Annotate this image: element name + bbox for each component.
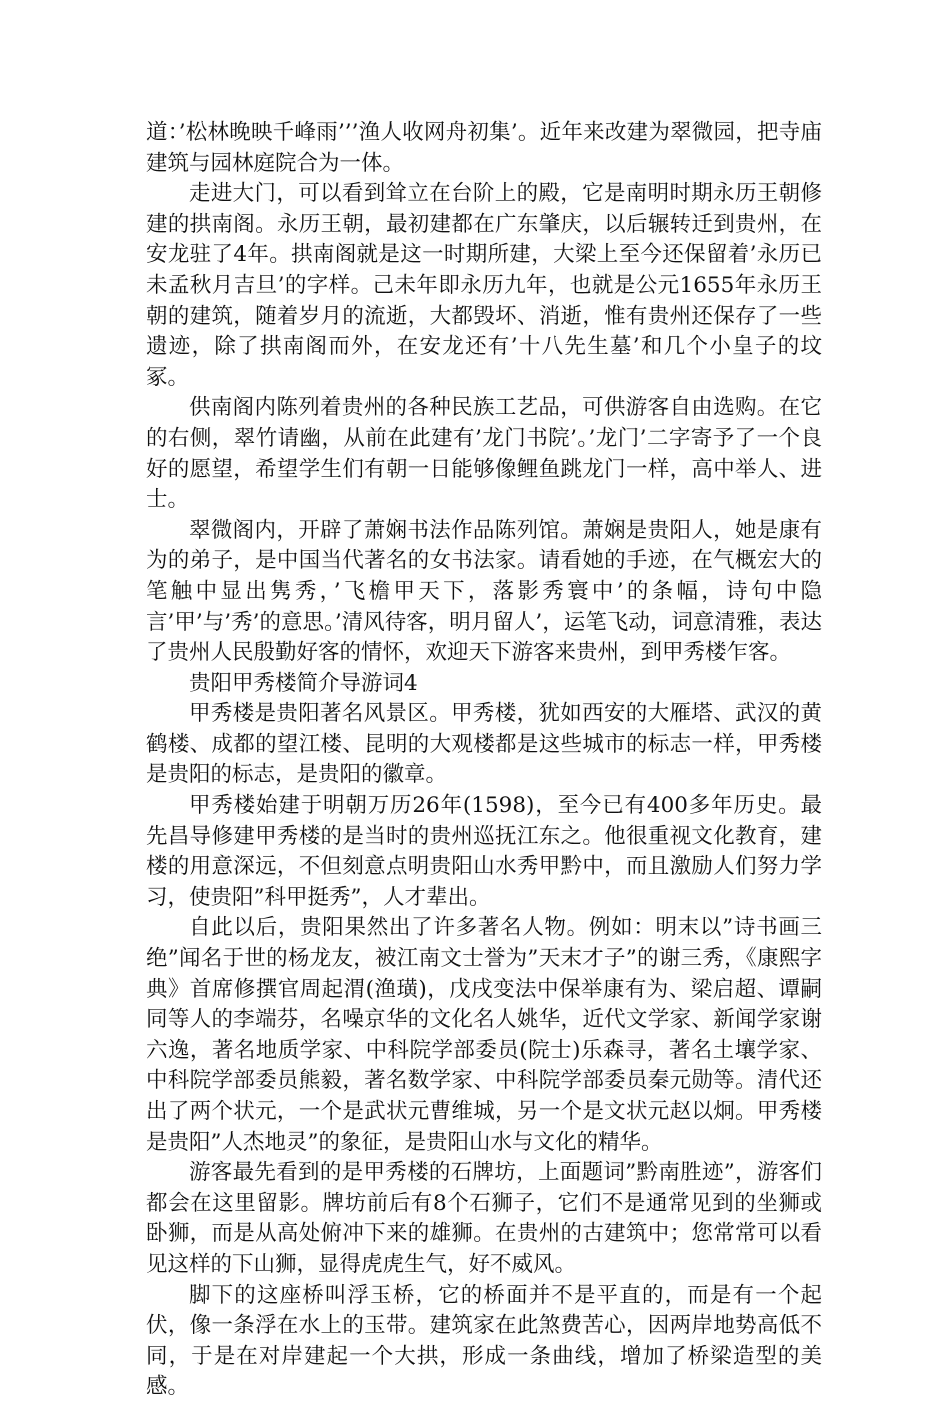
paragraph: 游客最先看到的是甲秀楼的石牌坊，上面题词”黔南胜迹”，游客们都会在这里留影。牌坊前后有8个石狮子，它们不是通常见到的坐狮或卧狮，而是从高处俯冲下来的雄狮。在贵州的古建筑中；您常常可以看见这样的下山狮，显得虎虎生气，好不威风。 <box>146 1160 822 1277</box>
paragraph: 甲秀楼是贵阳著名风景区。甲秀楼，犹如西安的大雁塔、武汉的黄鹤楼、成都的望江楼、昆明的大观楼都是这些城市的标志一样，甲秀楼是贵阳的标志，是贵阳的徽章。 <box>146 701 822 788</box>
paragraph: 供南阁内陈列着贵州的各种民族工艺品，可供游客自由选购。在它的右侧，翠竹请幽，从前在此建有’龙门书院’。’龙门’二字寄予了一个良好的愿望，希望学生们有朝一日能够像鲤鱼跳龙门一样，高中举人、进士。 <box>146 395 822 513</box>
section-heading: 贵阳甲秀楼简介导游词4 <box>189 670 418 696</box>
document-body <box>146 118 822 1403</box>
paragraph: 自此以后，贵阳果然出了许多著名人物。例如：明末以”诗书画三绝”闻名于世的杨龙友，被江南文士誉为”天末才子”的谢三秀，《康熙字典》首席修撰官周起渭(渔璜)，戊戌变法中保举康有为、梁启超、谭嗣同等人的李端芬，名噪京华的文化名人姚华，近代文学家、新闻学家谢六逸，著名地质学家、中科院学部委员(院士)乐森寻，著名土壤学家、中科院学部委员熊毅，著名数学家、中科院学部委员秦元勋等。清代还出了两个状元，一个是武状元曹维城，另一个是文状元赵以炯。甲秀楼是贵阳”人杰地灵”的象征，是贵阳山水与文化的精华。 <box>146 915 822 1155</box>
paragraph: 走进大门，可以看到耸立在台阶上的殿，它是南明时期永历王朝修建的拱南阁。永历王朝，最初建都在广东肇庆，以后辗转迁到贵州，在安龙驻了4年。拱南阁就是这一时期所建，大梁上至今还保留着’永历已未孟秋月吉旦’的字样。己未年即永历九年，也就是公元1655年永历王朝的建筑，随着岁月的流逝，大都毁坏、消逝，惟有贵州还保存了一些遗迹，除了拱南阁而外，在安龙还有’十八先生墓’和几个小皇子的坟冢。 <box>146 181 822 390</box>
paragraph: 翠微阁内，开辟了萧娴书法作品陈列馆。萧娴是贵阳人，她是康有为的弟子，是中国当代著名的女书法家。请看她的手迹，在气概宏大的笔触中显出隽秀，’飞檐甲天下，落影秀寰中’的条幅，诗句中隐言’甲’与’秀’的意思。’清风待客，明月留人’，运笔飞动，词意清雅，表达了贵州人民殷勤好客的情怀，欢迎天下游客来贵州，到甲秀楼乍客。 <box>146 517 822 666</box>
paragraph-continuation: 道：’松林晚映千峰雨’’’渔人收网舟初集’。近年来改建为翠微园，把寺庙建筑与园林庭院合为一体。 <box>146 120 822 176</box>
paragraph: 甲秀楼始建于明朝万历26年(1598)，至今已有400多年历史。最先昌导修建甲秀楼的是当时的贵州巡抚江东之。他很重视文化教育，建楼的用意深远，不但刻意点明贵阳山水秀甲黔中，而且激励人们努力学习，使贵阳”科甲挺秀”，人才辈出。 <box>146 793 822 910</box>
paragraph: 脚下的这座桥叫浮玉桥，它的桥面并不是平直的，而是有一个起伏，像一条浮在水上的玉带。建筑家在此煞费苦心，因两岸地势高低不同，于是在对岸建起一个大拱，形成一条曲线，增加了桥梁造型的美感。 <box>146 1282 822 1400</box>
